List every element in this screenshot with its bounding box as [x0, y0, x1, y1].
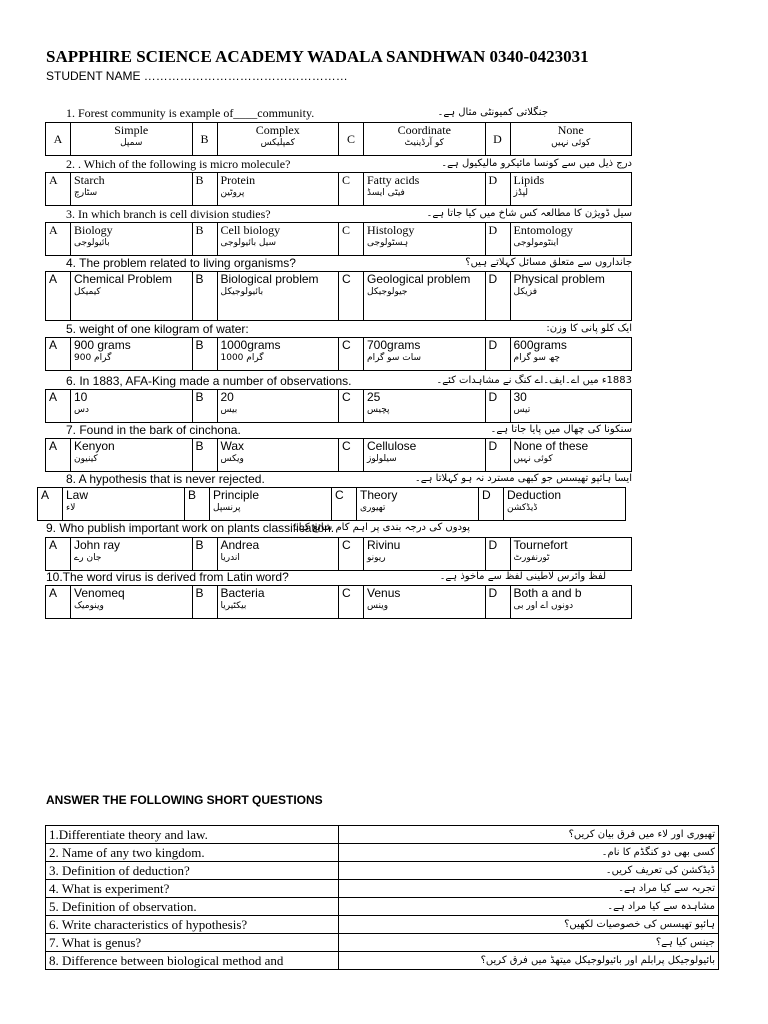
option-b[interactable]: [217, 272, 339, 321]
option-text: Both a and b: [513, 586, 582, 600]
question-5: [66, 321, 632, 337]
question-text-urdu: جانداروں سے متعلق مسائل کہلاتے ہیں؟: [465, 257, 632, 268]
option-text: John ray: [74, 538, 121, 552]
short-question-urdu: کسی بھی دو کنگڈم کا نام۔: [339, 844, 719, 862]
option-letter: D: [485, 338, 510, 371]
option-b[interactable]: [217, 173, 339, 206]
option-text-urdu: کو آرڈینیٹ: [404, 138, 444, 148]
option-c[interactable]: [364, 123, 486, 156]
option-text: 30: [513, 390, 527, 404]
option-letter: A: [46, 390, 71, 423]
option-text-urdu: سیلولوز: [367, 454, 397, 464]
options-table-3: [45, 222, 632, 256]
option-text: 25: [367, 390, 381, 404]
question-text-urdu: 1883ء میں اے۔ایف۔اے کنگ نے مشاہدات کئے۔: [436, 375, 632, 386]
option-a[interactable]: [71, 123, 193, 156]
question-7: [66, 422, 632, 438]
question-text: 2. . Which of the following is micro molecule?: [66, 157, 291, 171]
short-question-urdu: تھیوری اور لاء میں فرق بیان کریں؟: [339, 826, 719, 844]
option-text-urdu: چھ سو گرام: [513, 353, 560, 363]
option-letter: B: [192, 586, 217, 619]
student-name-line: STUDENT NAME ……………………………………………: [46, 69, 348, 83]
option-letter: B: [185, 488, 210, 521]
option-d[interactable]: [510, 123, 632, 156]
option-text-urdu: سات سو گرام: [367, 353, 421, 363]
question-text: 9. Who publish important work on plants classification.: [46, 521, 335, 535]
option-text: Geological problem: [367, 272, 471, 286]
short-question-row: [46, 862, 719, 880]
option-c[interactable]: [364, 439, 486, 472]
option-letter: A: [46, 173, 71, 206]
option-letter: A: [46, 123, 71, 156]
question-text: 10.The word virus is derived from Latin word?: [46, 570, 289, 584]
option-text: Chemical Problem: [74, 272, 173, 286]
options-table-4: [45, 271, 632, 321]
option-text: Venomeq: [74, 586, 125, 600]
option-letter: A: [46, 538, 71, 571]
options-table-1: [45, 122, 632, 156]
option-text: Histology: [367, 223, 415, 237]
question-text: 7. Found in the bark of cinchona.: [66, 423, 241, 437]
option-text: None of these: [513, 439, 589, 453]
option-text-urdu: بیکٹیریا: [220, 601, 247, 611]
option-text-urdu: بائیولوجی: [74, 238, 110, 248]
option-text: 600grams: [513, 338, 567, 352]
option-text-urdu: دونوں اے اور بی: [513, 601, 574, 611]
option-letter: A: [46, 272, 71, 321]
option-text: Andrea: [220, 538, 260, 552]
option-text-urdu: لپڈز: [513, 188, 529, 198]
option-letter: D: [485, 272, 510, 321]
option-text: 1000grams: [220, 338, 281, 352]
question-text: 4. The problem related to living organisms?: [66, 256, 296, 270]
short-question-row: [46, 916, 719, 934]
short-question-text: 5. Definition of observation.: [46, 898, 339, 916]
question-6: [66, 373, 632, 389]
option-b[interactable]: [217, 439, 339, 472]
short-question-text: 7. What is genus?: [46, 934, 339, 952]
option-letter: C: [339, 439, 364, 472]
option-text-urdu: ٹورنفورٹ: [513, 553, 550, 563]
option-text-urdu: بیس: [220, 405, 238, 415]
options-table-6: [45, 389, 632, 423]
question-text: 1. Forest community is example of____community.: [66, 106, 315, 120]
option-text: Principle: [213, 488, 260, 502]
option-letter: D: [485, 390, 510, 423]
short-question-urdu: مشاہدہ سے کیا مراد ہے۔: [339, 898, 719, 916]
short-question-urdu: تجربہ سے کیا مراد ہے۔: [339, 880, 719, 898]
short-question-row: [46, 898, 719, 916]
option-d[interactable]: [510, 223, 632, 256]
option-text-urdu: کمپلیکس: [260, 138, 295, 148]
option-b[interactable]: [217, 586, 339, 619]
question-text-urdu: پودوں کی درجہ بندی پر اہم کام شائع کیا۔: [292, 522, 470, 533]
option-a[interactable]: [71, 338, 193, 371]
option-text-urdu: اینٹومولوجی: [513, 238, 559, 248]
option-c[interactable]: [364, 586, 486, 619]
short-question-row: [46, 826, 719, 844]
option-a[interactable]: [71, 439, 193, 472]
option-text-urdu: ویکس: [220, 454, 244, 464]
option-text-urdu: پرنسپل: [213, 503, 241, 513]
short-question-text: 8. Difference between biological method and: [46, 952, 339, 970]
option-text-urdu: کوئی نہیں: [513, 454, 553, 464]
question-9: [46, 520, 470, 536]
option-letter: C: [339, 338, 364, 371]
question-text: 3. In which branch is cell division studies?: [66, 207, 271, 221]
option-b[interactable]: [217, 338, 339, 371]
option-text-urdu: فیٹی ایسڈ: [367, 188, 405, 198]
short-question-urdu: جینس کیا ہے؟: [339, 934, 719, 952]
option-b[interactable]: [217, 223, 339, 256]
question-4: [66, 255, 632, 271]
question-text: 6. In 1883, AFA-King made a number of observations.: [66, 374, 352, 388]
option-text: Biological problem: [220, 272, 319, 286]
option-letter: A: [46, 338, 71, 371]
option-letter: B: [192, 272, 217, 321]
question-10: [46, 569, 606, 585]
option-c[interactable]: [364, 390, 486, 423]
option-text: Bacteria: [220, 586, 265, 600]
option-text-urdu: کینیون: [74, 454, 98, 464]
options-table-8: [37, 487, 626, 521]
question-text-urdu: جنگلاتی کمیونٹی مثال ہے۔: [437, 107, 548, 118]
short-question-urdu: ڈیڈکشن کی تعریف کریں۔: [339, 862, 719, 880]
option-letter: A: [38, 488, 63, 521]
question-text-urdu: ایک کلو پانی کا وزن:: [546, 323, 632, 334]
option-d[interactable]: [510, 390, 632, 423]
option-text-urdu: پروٹین: [220, 188, 245, 198]
short-question-row: [46, 844, 719, 862]
question-text-urdu: درج ذیل میں سے کونسا مائیکرو مالیکیول ہے۔: [441, 158, 632, 169]
question-text-urdu: لفظ وائرس لاطینی لفظ سے ماخوذ ہے۔: [439, 571, 606, 582]
option-a[interactable]: [71, 538, 193, 571]
option-c[interactable]: [364, 538, 486, 571]
page-title: SAPPHIRE SCIENCE ACADEMY WADALA SANDHWAN 0340-0423031: [46, 47, 589, 66]
option-text: Lipids: [513, 173, 545, 187]
question-text-urdu: سیل ڈویژن کا مطالعہ کس شاخ میں کیا جاتا ہے۔: [426, 208, 632, 219]
option-letter: B: [192, 223, 217, 256]
option-text: Cellulose: [367, 439, 417, 453]
option-d[interactable]: [510, 439, 632, 472]
option-text-urdu: جان رے: [74, 553, 102, 563]
option-c[interactable]: [364, 223, 486, 256]
option-text-urdu: 900 گرام: [74, 353, 112, 363]
option-d[interactable]: [510, 173, 632, 206]
option-text: Biology: [74, 223, 113, 237]
options-table-5: [45, 337, 632, 371]
options-table-10: [45, 585, 632, 619]
option-letter: C: [332, 488, 357, 521]
question-1: [66, 105, 548, 121]
option-text-urdu: وینومیک: [74, 601, 104, 611]
option-letter: D: [485, 223, 510, 256]
short-question-text: 3. Definition of deduction?: [46, 862, 339, 880]
short-question-text: 1.Differentiate theory and law.: [46, 826, 339, 844]
option-d[interactable]: [510, 586, 632, 619]
option-letter: C: [339, 223, 364, 256]
option-c[interactable]: [364, 338, 486, 371]
option-text: Wax: [220, 439, 245, 453]
option-letter: C: [339, 390, 364, 423]
option-letter: B: [192, 538, 217, 571]
option-text-urdu: ہسٹولوجی: [367, 238, 409, 248]
option-text: 10: [74, 390, 88, 404]
option-letter: D: [485, 123, 510, 156]
option-letter: B: [192, 390, 217, 423]
option-letter: B: [192, 338, 217, 371]
option-letter: B: [192, 173, 217, 206]
option-b[interactable]: [210, 488, 332, 521]
question-text: 8. A hypothesis that is never rejected.: [66, 472, 265, 486]
option-text-urdu: دس: [74, 405, 89, 415]
option-text: Fatty acids: [367, 173, 420, 187]
option-text-urdu: ڈیڈکشن: [507, 503, 538, 513]
option-text: Tournefort: [513, 538, 568, 552]
option-letter: A: [46, 586, 71, 619]
option-c[interactable]: [364, 272, 486, 321]
short-question-text: 2. Name of any two kingdom.: [46, 844, 339, 862]
option-a[interactable]: [63, 488, 185, 521]
option-b[interactable]: [217, 123, 339, 156]
options-table-7: [45, 438, 632, 472]
option-text: Deduction: [507, 488, 562, 502]
option-text: Venus: [367, 586, 401, 600]
option-text-urdu: فزیکل: [513, 287, 538, 297]
question-text: 5. weight of one kilogram of water:: [66, 322, 249, 336]
options-table-9: [45, 537, 632, 571]
option-a[interactable]: [71, 173, 193, 206]
option-text: Physical problem: [513, 272, 605, 286]
option-text-urdu: سٹارچ: [74, 188, 98, 198]
option-text: Kenyon: [74, 439, 115, 453]
option-text: Theory: [360, 488, 398, 502]
option-text: Cell biology: [220, 223, 281, 237]
question-3: [66, 206, 632, 222]
short-question-urdu: ہائپو تھیسس کی خصوصیات لکھیں؟: [339, 916, 719, 934]
option-letter: D: [485, 538, 510, 571]
option-text: Coordinate: [397, 123, 451, 137]
option-b[interactable]: [217, 390, 339, 423]
option-text-urdu: وینس: [367, 601, 389, 611]
option-letter: C: [339, 586, 364, 619]
question-text-urdu: سنکونا کی چھال میں پایا جاتا ہے۔: [490, 424, 632, 435]
option-text: Starch: [74, 173, 105, 187]
option-text: None: [557, 123, 584, 137]
option-text-urdu: کیمیکل: [74, 287, 101, 297]
option-letter: D: [485, 586, 510, 619]
short-question-text: 4. What is experiment?: [46, 880, 339, 898]
option-text: Entomology: [513, 223, 573, 237]
option-d[interactable]: [510, 338, 632, 371]
option-letter: C: [339, 538, 364, 571]
short-questions-table: [45, 825, 719, 970]
question-text-urdu: ایسا ہائپو تھیسس جو کبھی مسترد نہ ہو کہلاتا ہے۔: [414, 473, 632, 484]
short-question-row: [46, 880, 719, 898]
option-text-urdu: اندریا: [220, 553, 240, 563]
option-text-urdu: بائیولوجیکل: [220, 287, 264, 297]
short-question-row: [46, 934, 719, 952]
option-text: Rivinu: [367, 538, 401, 552]
short-question-urdu: بائیولوجیکل پرابلم اور بائیولوجیکل میتھڈ میں فرق کریں؟: [339, 952, 719, 970]
option-a[interactable]: [71, 223, 193, 256]
option-text-urdu: کوئی نہیں: [551, 138, 591, 148]
short-question-text: 6. Write characteristics of hypothesis?: [46, 916, 339, 934]
option-letter: D: [485, 173, 510, 206]
option-letter: B: [192, 439, 217, 472]
option-b[interactable]: [217, 538, 339, 571]
option-c[interactable]: [357, 488, 479, 521]
option-text-urdu: پچیس: [367, 405, 390, 415]
option-text-urdu: لاء: [66, 503, 76, 513]
option-text-urdu: 1000 گرام: [220, 353, 264, 363]
option-letter: B: [192, 123, 217, 156]
option-a[interactable]: [71, 390, 193, 423]
option-d[interactable]: [510, 272, 632, 321]
option-text: 20: [220, 390, 234, 404]
option-text: 900 grams: [74, 338, 131, 352]
option-d[interactable]: [510, 538, 632, 571]
short-questions-heading: ANSWER THE FOLLOWING SHORT QUESTIONS: [46, 793, 323, 807]
option-letter: C: [339, 272, 364, 321]
option-a[interactable]: [71, 272, 193, 321]
option-letter: D: [485, 439, 510, 472]
question-2: [66, 156, 632, 172]
option-letter: C: [339, 123, 364, 156]
option-text: Protein: [220, 173, 256, 187]
option-text: 700grams: [367, 338, 421, 352]
option-text-urdu: جیولوجیکل: [367, 287, 408, 297]
options-table-2: [45, 172, 632, 206]
option-text-urdu: تیس: [513, 405, 531, 415]
option-letter: D: [479, 488, 504, 521]
option-letter: C: [339, 173, 364, 206]
option-a[interactable]: [71, 586, 193, 619]
option-text-urdu: سیل بائیولوجی: [220, 238, 277, 248]
short-question-row: [46, 952, 719, 970]
option-text: Law: [66, 488, 89, 502]
option-c[interactable]: [364, 173, 486, 206]
option-text-urdu: تھیوری: [360, 503, 386, 513]
question-8: [66, 471, 632, 487]
option-letter: A: [46, 439, 71, 472]
option-text: Simple: [114, 123, 149, 137]
option-text-urdu: سمپل: [120, 138, 143, 148]
option-text: Complex: [255, 123, 300, 137]
option-text-urdu: ریونو: [367, 553, 386, 563]
option-d[interactable]: [504, 488, 626, 521]
option-letter: A: [46, 223, 71, 256]
